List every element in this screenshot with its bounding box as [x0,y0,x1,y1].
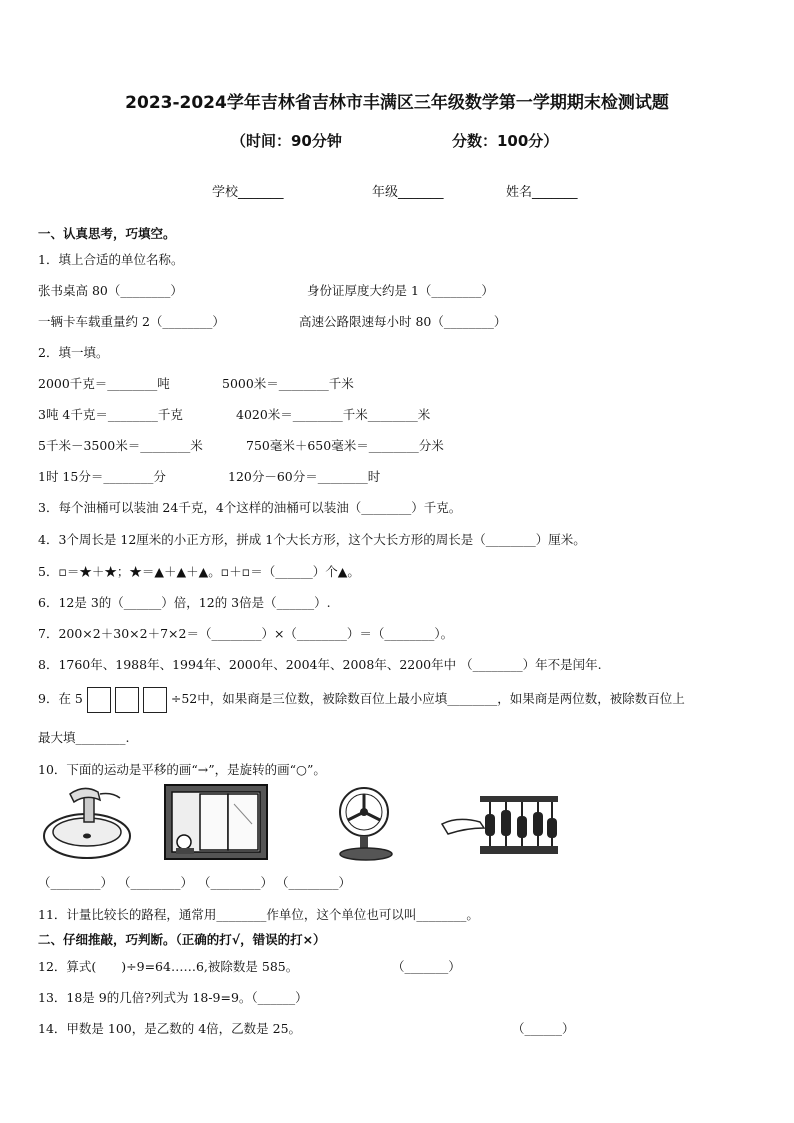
q2-r2b[interactable]: 4020米＝________千米________米 [236,407,431,422]
q8[interactable]: 8．1760年、1988年、1994年、2000年、2004年、2008年、2200年中 （________）年不是闰年. [38,657,602,672]
q2-r1b[interactable]: 5000米＝________千米 [222,376,354,391]
grade-field[interactable]: 年级_______ [372,185,444,200]
q10-blank-2[interactable]: （________） [118,875,194,890]
q10-blank-4[interactable]: （________） [276,875,352,890]
q1-stem: 1．填上合适的单位名称。 [38,252,184,267]
q9-line1 [38,685,685,713]
q1-item-b[interactable]: 身份证厚度大约是 1（________） [307,283,494,298]
q2-stem: 2．填一填。 [38,345,109,360]
q10-blank-1[interactable]: （________） [38,875,114,890]
q2-r4b[interactable]: 120分－60分＝________时 [228,469,381,484]
q1-item-d[interactable]: 高速公路限速每小时 80（________） [299,314,507,329]
q3[interactable]: 3．每个油桶可以装油 24千克，4个这样的油桶可以装油（________）千克。 [38,500,462,515]
q5[interactable]: 5．▫＝★＋★；★＝▲＋▲＋▲。▫＋▫＝（______）个▲。 [38,564,360,579]
digit-box-3[interactable] [143,687,167,713]
section-2-heading: 二、仔细推敲，巧判断。（正确的打√，错误的打×） [38,932,326,947]
q6[interactable]: 6．12是 3的（______）倍，12的 3倍是（______）. [38,595,331,610]
school-field[interactable]: 学校_______ [212,185,284,200]
q12: 12．算式( )÷9=64……6,被除数是 585。 [38,959,299,974]
exam-time: （时间：90分钟 [231,132,342,150]
q1-item-c[interactable]: 一辆卡车载重量约 2（________） [38,314,225,329]
digit-box-2[interactable] [115,687,139,713]
q13[interactable]: 13．18是 9的几倍?列式为 18-9=9。（______） [38,990,308,1005]
q14-answer[interactable]: （______） [512,1021,575,1036]
sink-faucet-picture [40,784,135,864]
q11[interactable]: 11．计量比较长的路程，通常用________作单位，这个单位也可以叫________。 [38,907,479,922]
q2-r3b[interactable]: 750毫米＋650毫米＝________分米 [246,438,444,453]
electric-fan-picture [336,784,396,862]
page-title: 2023-2024学年吉林省吉林市丰满区三年级数学第一学期期末检测试题 [125,93,669,113]
q7[interactable]: 7．200×2＋30×2＋7×2＝（________）×（________）＝（________）。 [38,626,454,641]
q2-r2a[interactable]: 3吨 4千克＝________千克 [38,407,183,422]
abacus-picture [440,784,562,862]
q12-answer[interactable]: （_______） [392,959,461,974]
sliding-window-picture [164,784,268,860]
name-field[interactable]: 姓名_______ [506,185,578,200]
exam-score: 分数：100分） [452,132,559,150]
q4[interactable]: 4．3个周长是 12厘米的小正方形，拼成 1个大长方形，这个大长方形的周长是（________）厘米。 [38,532,586,547]
q10: 10．下面的运动是平移的画“→”，是旋转的画“○”。 [38,762,326,777]
section-1-heading: 一、认真思考，巧填空。 [38,226,176,241]
q9-suffix[interactable]: ÷52中，如果商是三位数，被除数百位上最小应填________，如果商是两位数，被除数百位上 [170,691,685,706]
q1-item-a[interactable]: 张书桌高 80（________） [38,283,183,298]
q10-blank-3[interactable]: （________） [198,875,274,890]
digit-box-1[interactable] [87,687,111,713]
q2-r4a[interactable]: 1时 15分＝________分 [38,469,166,484]
q14: 14．甲数是 100，是乙数的 4倍，乙数是 25。 [38,1021,302,1036]
q9-prefix: 9．在 5 [38,691,83,706]
q9-line2[interactable]: 最大填________. [38,730,130,745]
q2-r1a[interactable]: 2000千克＝________吨 [38,376,170,391]
q2-r3a[interactable]: 5千米－3500米＝________米 [38,438,203,453]
